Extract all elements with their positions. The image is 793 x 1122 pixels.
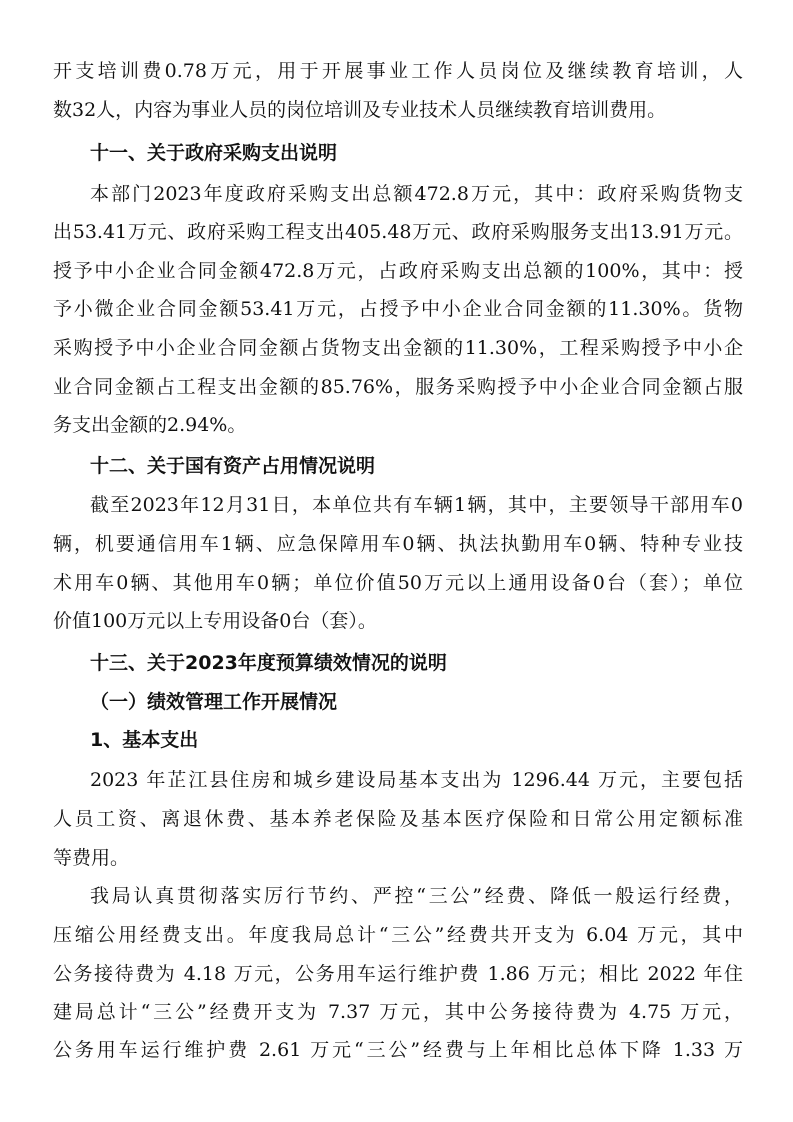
paragraph-line: 我局认真贯彻落实厉行节约、严控“三公”经费、降低一般运行经费，: [90, 885, 743, 907]
paragraph-line: 截至2023年12月31日，本单位共有车辆1辆，其中，主要领导干部用车0: [90, 494, 743, 516]
paragraph-line: 授予中小企业合同金额472.8万元，占政府采购支出总额的100%，其中：授: [53, 260, 743, 282]
paragraph-line: 辆，机要通信用车1辆、应急保障用车0辆、执法执勤用车0辆、特种专业技: [53, 533, 743, 555]
section-heading-13: 十三、关于2023年度预算绩效情况的说明: [90, 652, 447, 674]
paragraph-line: 建局总计“三公”经费开支为 7.37 万元，其中公务接待费为 4.75 万元，: [53, 1001, 743, 1023]
paragraph-line: 压缩公用经费支出。年度我局总计“三公”经费共开支为 6.04 万元，其中: [53, 924, 743, 946]
paragraph-line: 人员工资、离退休费、基本养老保险及基本医疗保险和日常公用定额标准: [53, 808, 743, 830]
paragraph-line: 公务接待费为 4.18 万元，公务用车运行维护费 1.86 万元；相比 2022 年住: [53, 963, 743, 985]
paragraph-line: 本部门2023年度政府采购支出总额472.8万元，其中：政府采购货物支: [90, 183, 743, 205]
paragraph-line: 予小微企业合同金额53.41万元，占授予中小企业合同金额的11.30%。货物: [53, 298, 743, 320]
paragraph-line: 数32人，内容为事业人员的岗位培训及专业技术人员继续教育培训费用。: [53, 99, 667, 121]
paragraph-line: 价值100万元以上专用设备0台（套）。: [53, 610, 377, 632]
paragraph-line: 等费用。: [53, 847, 130, 869]
subheading-basic-expense: 1、基本支出: [90, 729, 199, 751]
subheading-performance-management: （一）绩效管理工作开展情况: [90, 691, 338, 713]
paragraph-line: 2023 年芷江县住房和城乡建设局基本支出为 1296.44 万元，主要包括: [90, 769, 743, 791]
paragraph-line: 采购授予中小企业合同金额占货物支出金额的11.30%，工程采购授予中小企: [53, 337, 743, 359]
paragraph-line: 公务用车运行维护费 2.61 万元“三公”经费与上年相比总体下降 1.33 万: [53, 1039, 743, 1061]
paragraph-line: 业合同金额占工程支出金额的85.76%，服务采购授予中小企业合同金额占服: [53, 376, 743, 398]
paragraph-line: 务支出金额的2.94%。: [53, 414, 247, 436]
paragraph-line: 出53.41万元、政府采购工程支出405.48万元、政府采购服务支出13.91万元。: [53, 221, 743, 243]
paragraph-line: 开支培训费0.78万元，用于开展事业工作人员岗位及继续教育培训，人: [53, 60, 743, 82]
section-heading-11: 十一、关于政府采购支出说明: [90, 142, 338, 164]
section-heading-12: 十二、关于国有资产占用情况说明: [90, 455, 376, 477]
paragraph-line: 术用车0辆、其他用车0辆；单位价值50万元以上通用设备0台（套）；单位: [53, 572, 743, 594]
